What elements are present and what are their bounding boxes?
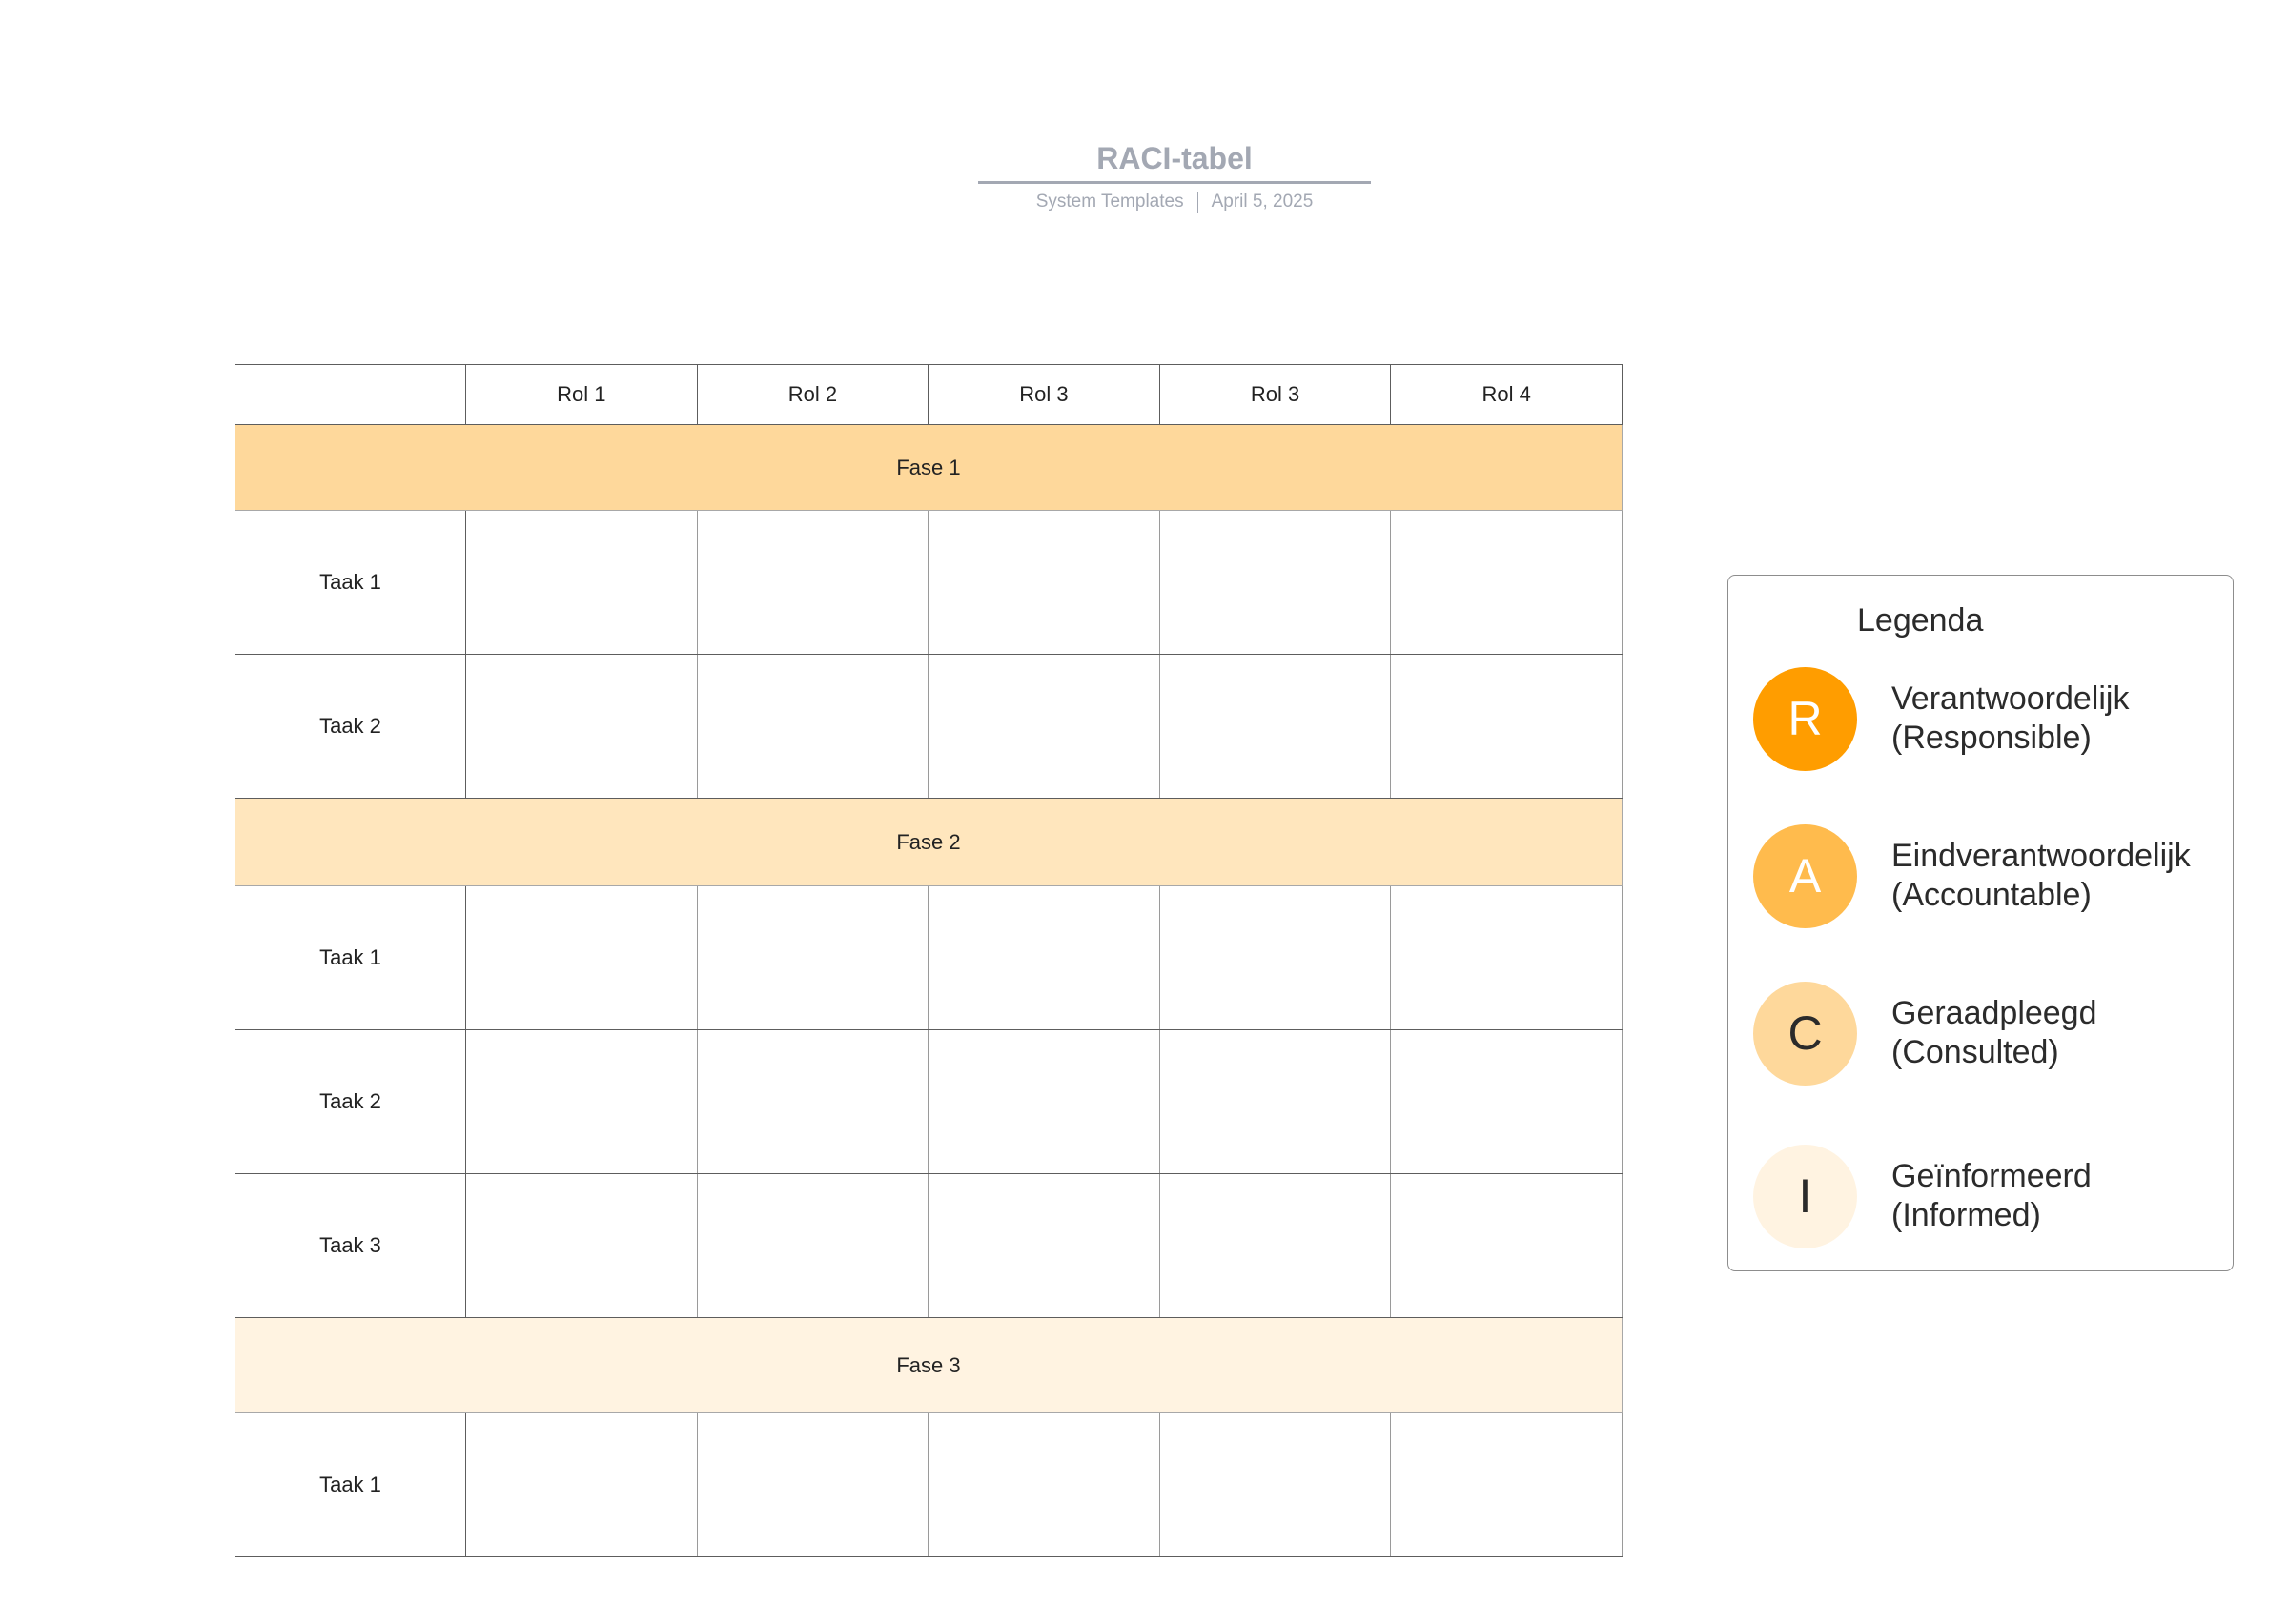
raci-cell[interactable]: [1391, 886, 1623, 1030]
raci-cell[interactable]: [1159, 511, 1391, 655]
raci-cell[interactable]: [466, 1413, 698, 1557]
page-title[interactable]: RACI-tabel: [978, 133, 1371, 184]
document-date: April 5, 2025: [1211, 192, 1314, 212]
legend-label-dutch: Geraadpleegd: [1891, 995, 2097, 1031]
raci-cell[interactable]: [1391, 1413, 1623, 1557]
raci-cell[interactable]: [1391, 511, 1623, 655]
raci-cell[interactable]: [466, 1174, 698, 1318]
legend-title: Legenda: [1857, 602, 1984, 639]
phase-row: [235, 799, 1623, 886]
phase-row: [235, 1318, 1623, 1413]
raci-cell[interactable]: [929, 655, 1160, 799]
role-header-cell[interactable]: Rol 1: [466, 365, 698, 425]
raci-cell[interactable]: [466, 1030, 698, 1174]
legend-label-dutch: Geïnformeerd: [1891, 1158, 2092, 1194]
raci-cell[interactable]: [1159, 886, 1391, 1030]
raci-cell[interactable]: [697, 1174, 929, 1318]
raci-cell[interactable]: [466, 655, 698, 799]
legend-item-informed: [1753, 1143, 2220, 1249]
task-label[interactable]: Taak 2: [235, 655, 466, 799]
legend-label-english: (Consulted): [1891, 1034, 2059, 1070]
legend-label-dutch: Eindverantwoordelijk: [1891, 838, 2191, 874]
raci-table: [235, 364, 1623, 1557]
phase-label[interactable]: Fase 2: [235, 799, 1623, 886]
raci-cell[interactable]: [1391, 1030, 1623, 1174]
task-label[interactable]: Taak 2: [235, 1030, 466, 1174]
meta-divider: [1197, 192, 1198, 213]
raci-cell[interactable]: [929, 1174, 1160, 1318]
raci-cell[interactable]: [466, 511, 698, 655]
task-row: [235, 511, 1623, 655]
raci-cell[interactable]: [466, 886, 698, 1030]
raci-cell[interactable]: [1159, 1174, 1391, 1318]
raci-cell[interactable]: [697, 655, 929, 799]
document-meta: [978, 192, 1371, 213]
phase-row: [235, 425, 1623, 511]
legend-panel[interactable]: [1727, 575, 2234, 1271]
raci-cell[interactable]: [697, 886, 929, 1030]
legend-item-responsible: [1753, 665, 2220, 772]
legend-item-accountable: [1753, 822, 2220, 929]
raci-cell[interactable]: [1159, 1413, 1391, 1557]
raci-cell[interactable]: [929, 1413, 1160, 1557]
task-row: [235, 1174, 1623, 1318]
task-label[interactable]: Taak 3: [235, 1174, 466, 1318]
raci-cell[interactable]: [697, 1030, 929, 1174]
raci-cell[interactable]: [1391, 1174, 1623, 1318]
raci-cell[interactable]: [1159, 655, 1391, 799]
raci-cell[interactable]: [697, 511, 929, 655]
raci-cell[interactable]: [929, 1030, 1160, 1174]
role-header-cell[interactable]: Rol 3: [1159, 365, 1391, 425]
raci-cell[interactable]: [1159, 1030, 1391, 1174]
role-header-cell[interactable]: Rol 2: [697, 365, 929, 425]
task-label[interactable]: Taak 1: [235, 1413, 466, 1557]
legend-badge-c: C: [1753, 982, 1857, 1086]
legend-item-consulted: [1753, 980, 2220, 1086]
corner-cell[interactable]: [235, 365, 466, 425]
legend-label-english: (Informed): [1891, 1197, 2041, 1233]
raci-cell[interactable]: [697, 1413, 929, 1557]
document-header: [978, 133, 1371, 213]
phase-label[interactable]: Fase 3: [235, 1318, 1623, 1413]
raci-cell[interactable]: [1391, 655, 1623, 799]
task-label[interactable]: Taak 1: [235, 511, 466, 655]
legend-badge-i: I: [1753, 1145, 1857, 1248]
legend-label-english: (Accountable): [1891, 877, 2092, 913]
legend-label: [1891, 680, 2129, 758]
task-row: [235, 886, 1623, 1030]
legend-label-english: (Responsible): [1891, 720, 2092, 756]
role-header-cell[interactable]: Rol 3: [929, 365, 1160, 425]
legend-badge-r: R: [1753, 667, 1857, 771]
raci-cell[interactable]: [929, 511, 1160, 655]
task-row: [235, 1413, 1623, 1557]
legend-label: [1891, 837, 2191, 915]
task-label[interactable]: Taak 1: [235, 886, 466, 1030]
template-source: System Templates: [1035, 192, 1184, 212]
role-header-row: [235, 365, 1623, 425]
phase-label[interactable]: Fase 1: [235, 425, 1623, 511]
legend-label-dutch: Verantwoordelijk: [1891, 680, 2130, 717]
legend-badge-a: A: [1753, 824, 1857, 928]
legend-label: [1891, 1157, 2092, 1235]
raci-cell[interactable]: [929, 886, 1160, 1030]
task-row: [235, 655, 1623, 799]
role-header-cell[interactable]: Rol 4: [1391, 365, 1623, 425]
task-row: [235, 1030, 1623, 1174]
legend-label: [1891, 994, 2097, 1072]
